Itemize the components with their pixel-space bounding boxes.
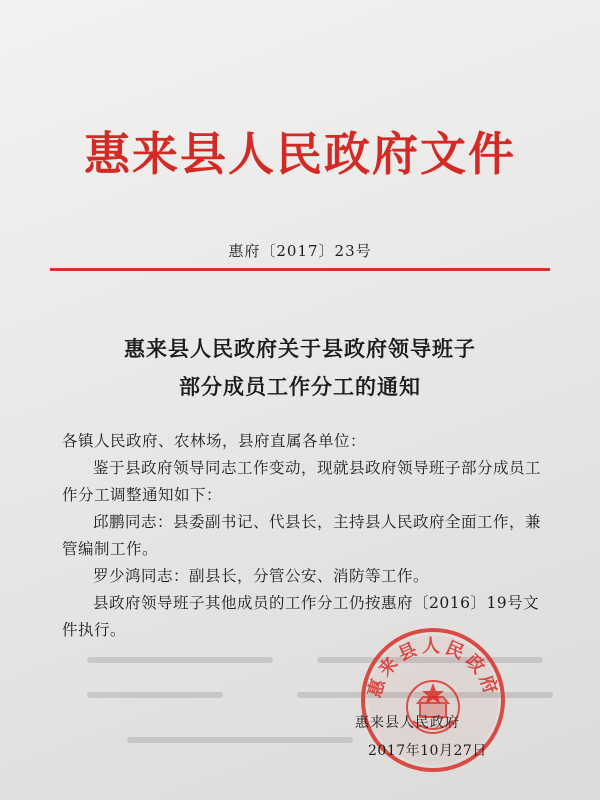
notice-title-line-2: 部分成员工作分工的通知 [179,374,421,399]
signature-organization: 惠来县人民政府 [355,715,460,731]
seal-text: 惠来县人民政府 [364,636,502,701]
notice-title-line-1: 惠来县人民政府关于县政府领导班子 [124,336,476,361]
document-body [62,428,552,644]
salutation: 各镇人民政府、农林场，县府直属各单位： [62,432,367,450]
document-number: 惠府〔2017〕23号 [228,242,372,260]
red-divider-line [50,268,550,271]
body-paragraph-4: 县政府领导班子其他成员的工作分工仍按惠府〔2016〕19号文件执行。 [62,594,540,639]
body-paragraph-1: 鉴于县政府领导同志工作变动，现就县政府领导班子部分成员工作分工调整通知如下： [62,459,542,504]
signature-date: 2017年10月27日 [368,743,487,759]
document-header-title: 惠来县人民政府文件 [84,127,516,181]
body-paragraph-3: 罗少鸿同志：副县长，分管公安、消防等工作。 [93,567,430,585]
body-paragraph-2: 邱鹏同志：县委副书记、代县长，主持县人民政府全面工作，兼管编制工作。 [62,513,542,558]
